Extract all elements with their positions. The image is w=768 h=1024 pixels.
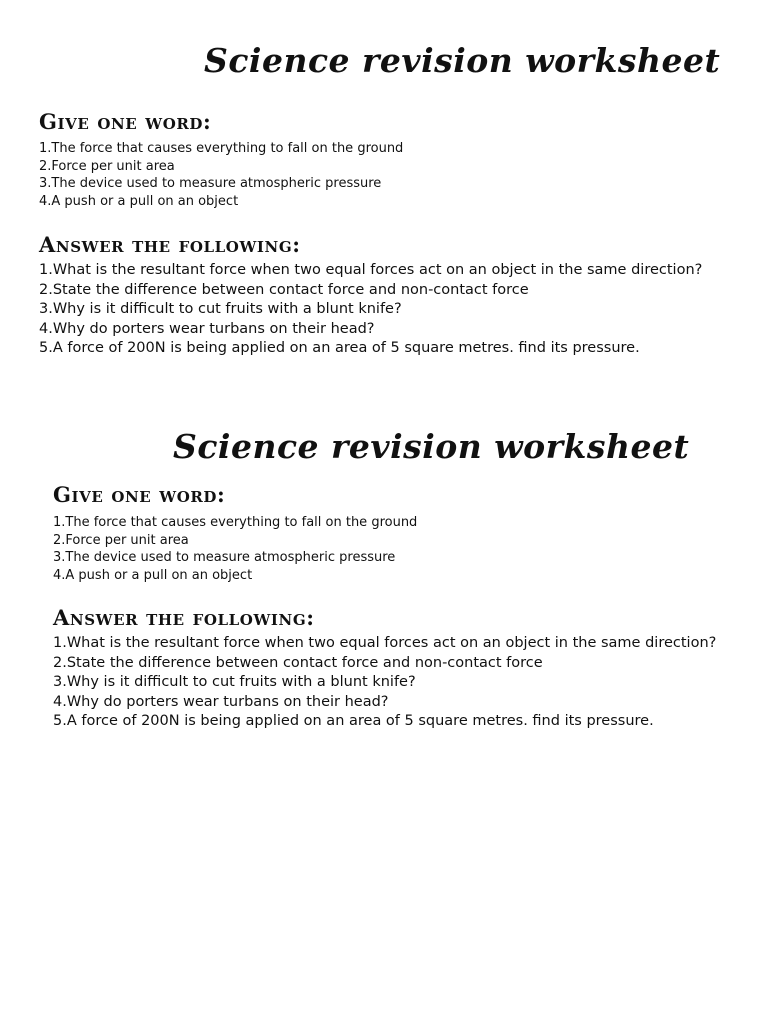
list-item: 1.What is the resultant force when two equal forces act on an object in the same direction? [39, 262, 703, 278]
list-item: 2.Force per unit area [39, 158, 175, 174]
list-item: 3.The device used to measure atmospheric pressure [53, 550, 396, 566]
list-item: 5.A force of 200N is being applied on an area of 5 square metres. find its pressure. [53, 713, 654, 729]
list-item: 4.A push or a pull on an object [39, 194, 239, 210]
list-item: 2.Force per unit area [53, 532, 189, 548]
list-item: 4.A push or a pull on an object [53, 568, 253, 584]
list-item: 4.Why do porters wear turbans on their head? [53, 693, 389, 710]
answer-the-following-list [53, 634, 716, 732]
worksheet-title: Science revision worksheet [204, 41, 721, 80]
answer-the-following-heading: Answer the following: [53, 605, 315, 630]
list-item: 4.Why do porters wear turbans on their head? [39, 320, 375, 337]
worksheet-title: Science revision worksheet [173, 427, 690, 466]
list-item: 2.State the difference between contact force and non-contact force [39, 281, 529, 298]
list-item: 5.A force of 200N is being applied on an area of 5 square metres. find its pressure. [39, 340, 640, 356]
answer-the-following-heading: Answer the following: [39, 232, 301, 257]
list-item: 3.The device used to measure atmospheric pressure [39, 176, 382, 192]
give-one-word-list [39, 140, 403, 211]
answer-the-following-list [39, 261, 702, 359]
list-item: 3.Why is it difficult to cut fruits with a blunt knife? [39, 301, 402, 317]
list-item: 1.The force that causes everything to fall on the ground [39, 141, 404, 156]
list-item: 1.The force that causes everything to fall on the ground [53, 515, 418, 530]
list-item: 2.State the difference between contact force and non-contact force [53, 654, 543, 671]
list-item: 3.Why is it difficult to cut fruits with a blunt knife? [53, 674, 416, 690]
give-one-word-list [53, 514, 417, 585]
list-item: 1.What is the resultant force when two equal forces act on an object in the same direction? [53, 635, 717, 651]
give-one-word-heading: Give one word: [53, 482, 226, 507]
give-one-word-heading: Give one word: [39, 109, 212, 134]
